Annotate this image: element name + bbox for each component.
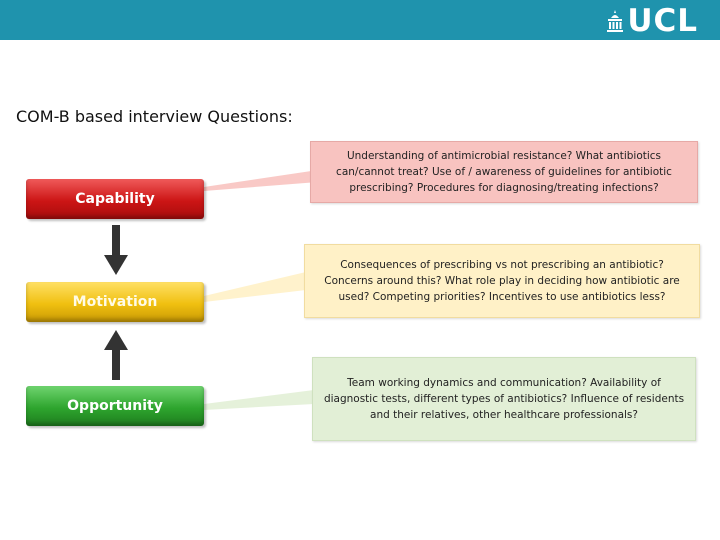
logo-text: UCL	[627, 3, 698, 39]
capability-questions-box	[310, 141, 698, 203]
up-arrow-icon	[104, 328, 128, 380]
motivation-pill: Motivation	[26, 282, 204, 322]
opportunity-questions-box	[312, 357, 696, 441]
motivation-questions-box	[304, 244, 700, 318]
capability-connector	[204, 170, 318, 191]
down-arrow-icon	[104, 225, 128, 277]
opportunity-connector	[204, 390, 314, 410]
opportunity-pill: Opportunity	[26, 386, 204, 426]
capability-pill: Capability	[26, 179, 204, 219]
capability-questions-text: Understanding of antimicrobial resistance? What antibiotics can/cannot treat? Use of / awareness of guidelines for antibiotic prescribing? Procedures for diagnosing/treating infections?	[336, 150, 672, 194]
motivation-connector	[204, 272, 306, 302]
slide-title: COM-B based interview Questions:	[16, 107, 293, 126]
motivation-questions-text: Consequences of prescribing vs not prescribing an antibiotic? Concerns around this? What role play in deciding how antibiotic are used? Competing priorities? Incentives to use antibiotics less?	[324, 259, 680, 303]
opportunity-questions-text: Team working dynamics and communication? Availability of diagnostic tests, different types of antibiotics? Influence of residents and their relatives, other healthcare professionals?	[323, 377, 685, 421]
